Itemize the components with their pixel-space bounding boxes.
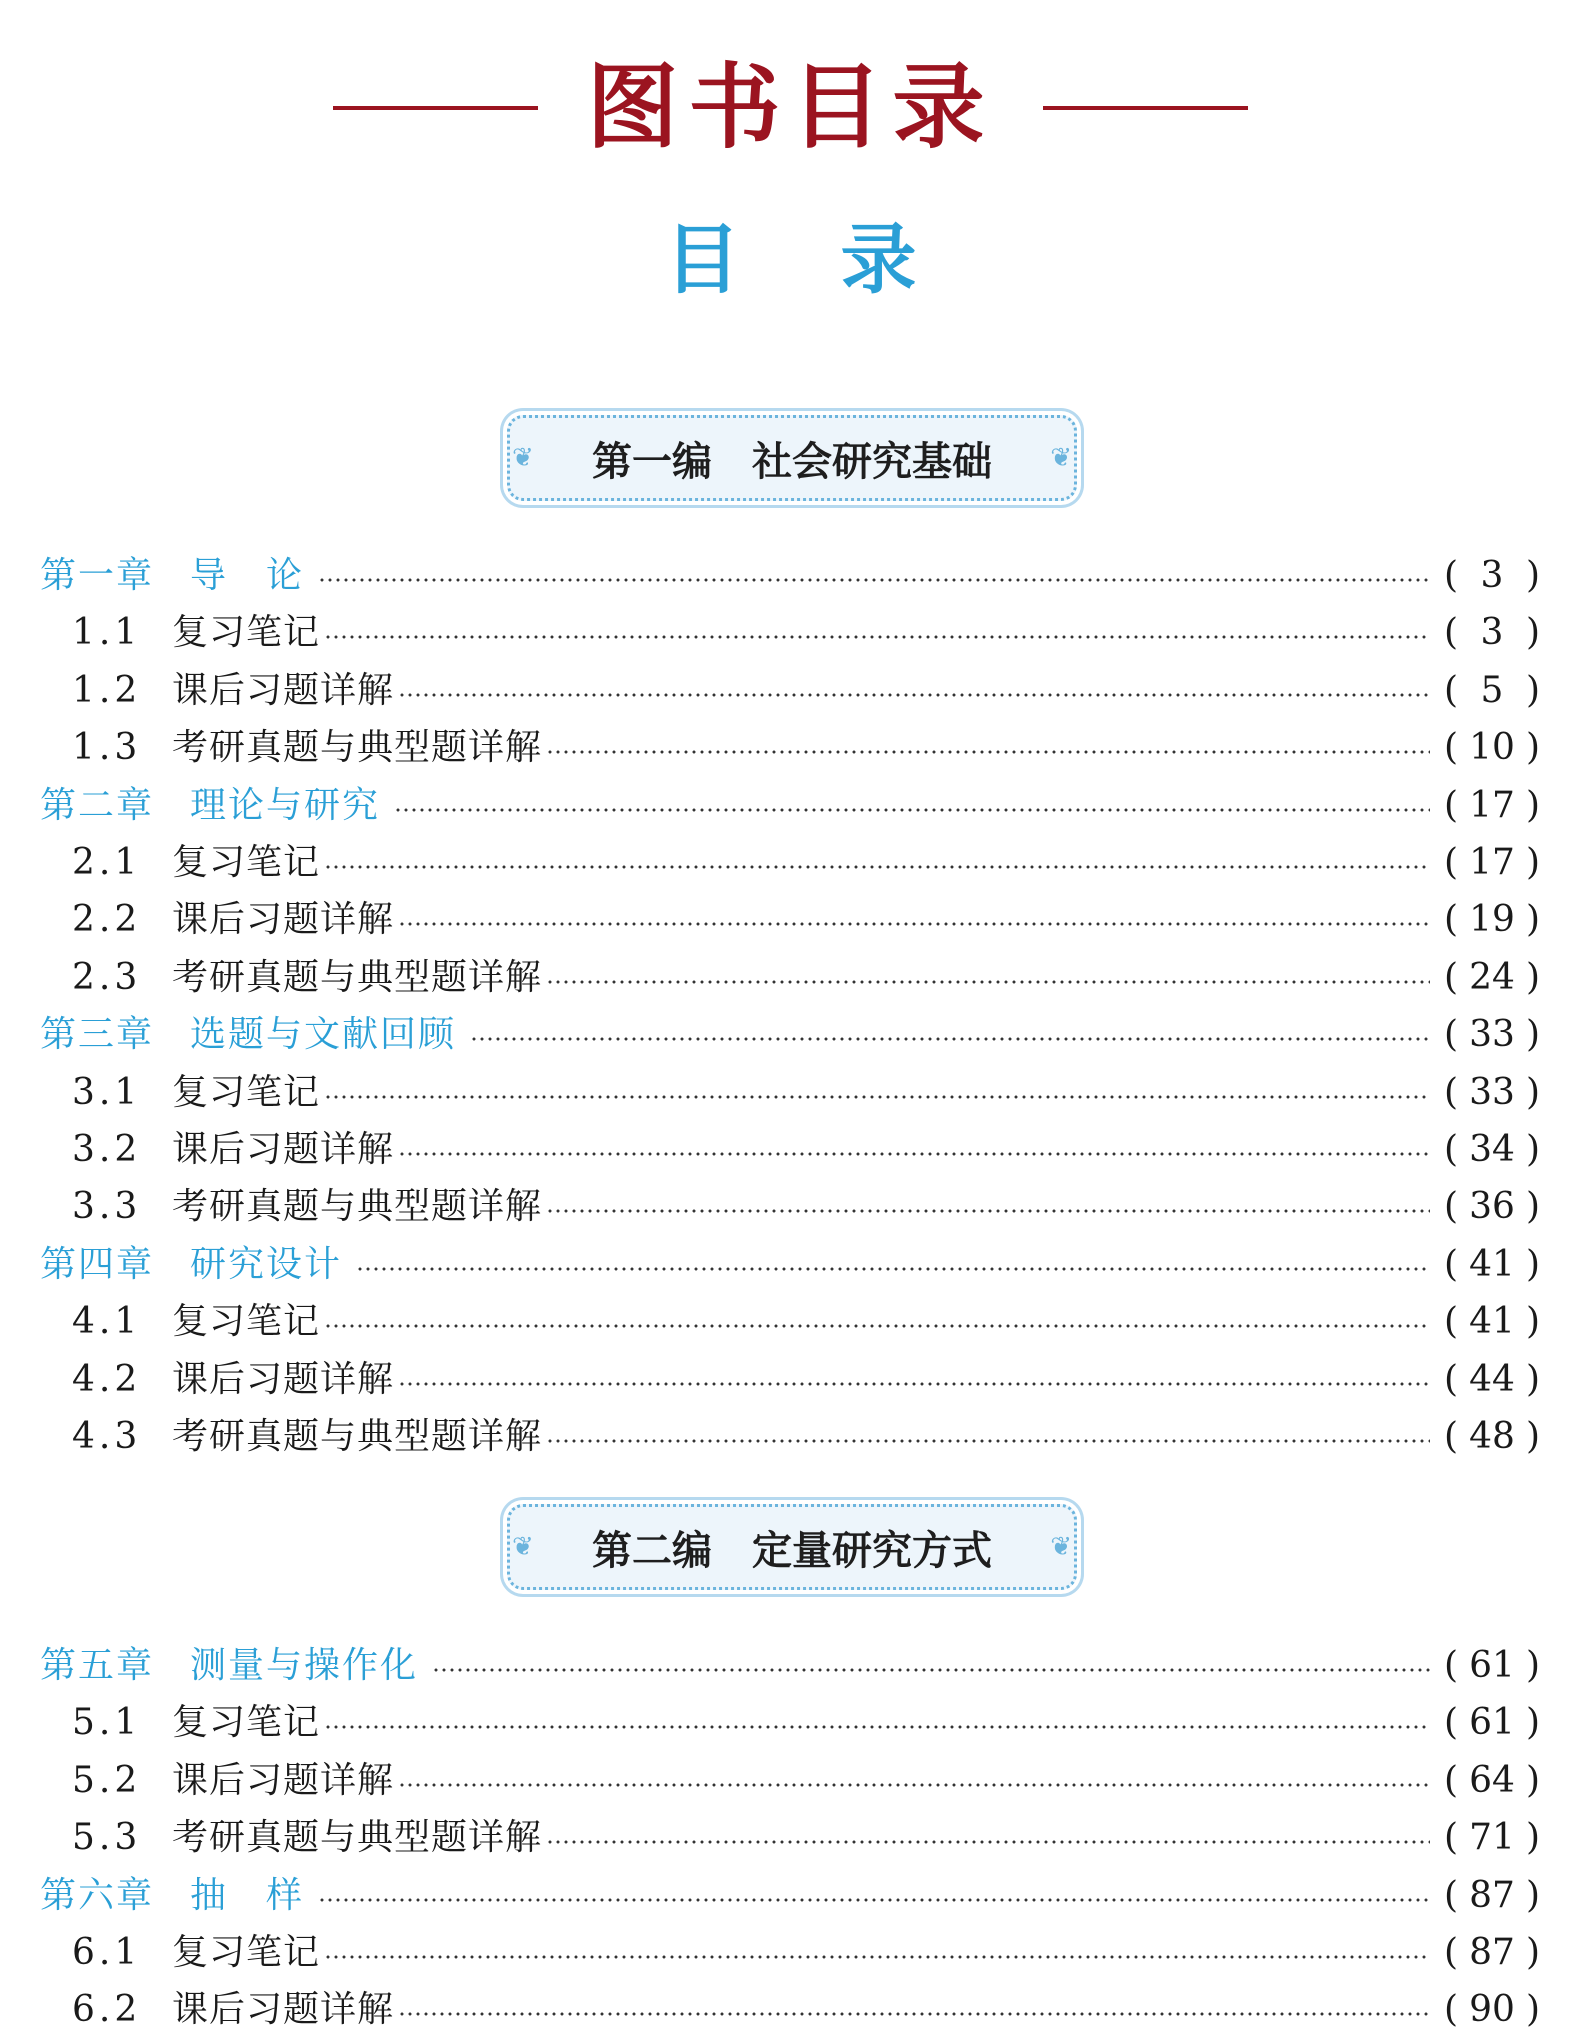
- dot-leader: [324, 865, 1430, 869]
- chapter-entry[interactable]: [40, 777, 1540, 834]
- section-number: 2.3: [72, 957, 142, 998]
- page-number: [1444, 1006, 1540, 1063]
- chapter-title: 选题与文献回顾: [190, 1014, 457, 1055]
- page-number: [1444, 1924, 1540, 1981]
- paren-close: ): [1525, 670, 1540, 711]
- page-value: 17: [1469, 842, 1515, 883]
- section-number: 1.3: [72, 727, 142, 768]
- page-value: 61: [1469, 1702, 1515, 1743]
- chapter-title: 导 论: [190, 555, 305, 596]
- paren-open: (: [1444, 1817, 1459, 1858]
- page-number: [1444, 662, 1540, 719]
- paren-close: ): [1525, 1072, 1540, 1113]
- page-number: [1444, 891, 1540, 948]
- section-title: 考研真题与典型题详解: [172, 1186, 543, 1227]
- chapter-entry[interactable]: [40, 1006, 1540, 1063]
- dot-leader: [324, 1725, 1430, 1729]
- page-value: 61: [1469, 1645, 1515, 1686]
- section-entry[interactable]: [40, 1178, 1540, 1235]
- chapter-entry[interactable]: [40, 547, 1540, 604]
- page-value: 41: [1469, 1244, 1515, 1285]
- page-value: 44: [1469, 1359, 1515, 1400]
- section-number: 6.1: [72, 1932, 142, 1973]
- section-entry[interactable]: [40, 1408, 1540, 1465]
- dot-leader: [324, 1095, 1430, 1099]
- section-title: 复习笔记: [172, 612, 321, 653]
- dot-leader: [546, 750, 1430, 754]
- section-entry[interactable]: [40, 1694, 1540, 1751]
- paren-close: ): [1525, 1875, 1540, 1916]
- chapter-title: 抽 样: [190, 1875, 305, 1916]
- page-number: [1444, 1694, 1540, 1751]
- page-value: 34: [1469, 1129, 1515, 1170]
- section-number: 3.3: [72, 1186, 142, 1227]
- dot-leader: [398, 693, 1430, 697]
- page-number: [1444, 1178, 1540, 1235]
- paren-close: ): [1525, 1932, 1540, 1973]
- section-number: 4.1: [72, 1301, 142, 1342]
- chapter-number: 第五章: [40, 1645, 155, 1686]
- section-title: 复习笔记: [172, 1702, 321, 1743]
- scroll-ornament-icon: ❦: [1050, 443, 1072, 473]
- banner-rule-left: [333, 106, 538, 110]
- paren-open: (: [1444, 1072, 1459, 1113]
- section-number: 1.1: [72, 612, 142, 653]
- chapter-entry[interactable]: [40, 1236, 1540, 1293]
- section-number: 3.2: [72, 1129, 142, 1170]
- section-number: 5.3: [72, 1817, 142, 1858]
- page-value: 87: [1469, 1875, 1515, 1916]
- section-title: 复习笔记: [172, 1301, 321, 1342]
- dot-leader: [398, 2012, 1430, 2016]
- dot-leader: [432, 1668, 1430, 1672]
- section-entry[interactable]: [40, 1064, 1540, 1121]
- page-number: [1444, 1408, 1540, 1465]
- paren-open: (: [1444, 1702, 1459, 1743]
- paren-close: ): [1525, 899, 1540, 940]
- page-number: [1444, 1867, 1540, 1924]
- page-value: 87: [1469, 1932, 1515, 1973]
- section-entry[interactable]: [40, 834, 1540, 891]
- paren-close: ): [1525, 1244, 1540, 1285]
- paren-close: ): [1525, 1989, 1540, 2030]
- scroll-ornament-icon: ❦: [512, 1532, 534, 1562]
- page-number: [1444, 1121, 1540, 1178]
- page-value: 24: [1469, 957, 1515, 998]
- paren-open: (: [1444, 1301, 1459, 1342]
- paren-close: ): [1525, 957, 1540, 998]
- paren-open: (: [1444, 842, 1459, 883]
- page-number: [1444, 1981, 1540, 2038]
- section-title: 课后习题详解: [172, 1129, 395, 1170]
- page-number: [1444, 1637, 1540, 1694]
- dot-leader: [398, 1783, 1430, 1787]
- section-entry[interactable]: [40, 1293, 1540, 1350]
- paren-close: ): [1525, 842, 1540, 883]
- dot-leader: [356, 1267, 1430, 1271]
- scroll-ornament-icon: ❦: [1050, 1532, 1072, 1562]
- page-value: 90: [1469, 1989, 1515, 2030]
- page-number: [1444, 777, 1540, 834]
- dot-leader: [398, 922, 1430, 926]
- section-entry[interactable]: [40, 719, 1540, 776]
- page-number: [1444, 604, 1540, 661]
- page-number: [1444, 834, 1540, 891]
- page-number: [1444, 1236, 1540, 1293]
- page-number: [1444, 547, 1540, 604]
- page-number: [1444, 1351, 1540, 1408]
- dot-leader: [398, 1382, 1430, 1386]
- page-value: 33: [1469, 1072, 1515, 1113]
- chapter-title: 测量与操作化: [190, 1645, 419, 1686]
- section-title: 课后习题详解: [172, 670, 395, 711]
- section-number: 5.1: [72, 1702, 142, 1743]
- page-value: 71: [1469, 1817, 1515, 1858]
- paren-close: ): [1525, 785, 1540, 826]
- dot-leader: [324, 635, 1430, 639]
- section-number: 4.2: [72, 1359, 142, 1400]
- paren-open: (: [1444, 899, 1459, 940]
- page-value: 19: [1469, 899, 1515, 940]
- paren-open: (: [1444, 957, 1459, 998]
- page-number: [1444, 1809, 1540, 1866]
- chapter-number: 第一章: [40, 555, 155, 596]
- scroll-ornament-icon: ❦: [512, 443, 534, 473]
- section-entry[interactable]: [40, 1924, 1540, 1981]
- paren-close: ): [1525, 1702, 1540, 1743]
- paren-close: ): [1525, 1359, 1540, 1400]
- paren-close: ): [1525, 727, 1540, 768]
- page-value: 10: [1469, 727, 1515, 768]
- dot-leader: [398, 1152, 1430, 1156]
- page-value: 3: [1480, 612, 1504, 653]
- paren-open: (: [1444, 1932, 1459, 1973]
- section-title: 考研真题与典型题详解: [172, 1817, 543, 1858]
- page-value: 17: [1469, 785, 1515, 826]
- paren-close: ): [1525, 1129, 1540, 1170]
- chapter-title: 研究设计: [190, 1244, 343, 1285]
- part-heading: [507, 415, 1077, 501]
- paren-close: ): [1525, 612, 1540, 653]
- section-number: 4.3: [72, 1416, 142, 1457]
- dot-leader: [546, 1209, 1430, 1213]
- section-entry[interactable]: [40, 891, 1540, 948]
- paren-open: (: [1444, 727, 1459, 768]
- paren-open: (: [1444, 555, 1459, 596]
- toc-heading: 目录: [664, 215, 1017, 304]
- section-number: 6.2: [72, 1989, 142, 2030]
- paren-close: ): [1525, 555, 1540, 596]
- paren-close: ): [1525, 1760, 1540, 1801]
- section-entry[interactable]: [40, 604, 1540, 661]
- dot-leader: [546, 1439, 1430, 1443]
- banner-rule-right: [1043, 106, 1248, 110]
- page-value: 36: [1469, 1186, 1515, 1227]
- chapter-entry[interactable]: [40, 1637, 1540, 1694]
- dot-leader: [394, 808, 1430, 812]
- paren-close: ): [1525, 1301, 1540, 1342]
- paren-open: (: [1444, 1359, 1459, 1400]
- dot-leader: [318, 578, 1430, 582]
- paren-close: ): [1525, 1014, 1540, 1055]
- banner: [0, 54, 1581, 161]
- paren-open: (: [1444, 612, 1459, 653]
- paren-open: (: [1444, 1760, 1459, 1801]
- paren-open: (: [1444, 1875, 1459, 1916]
- section-title: 课后习题详解: [172, 899, 395, 940]
- dot-leader: [318, 1898, 1430, 1902]
- section-title: 复习笔记: [172, 1932, 321, 1973]
- section-number: 1.2: [72, 670, 142, 711]
- page-number: [1444, 1752, 1540, 1809]
- paren-open: (: [1444, 670, 1459, 711]
- section-title: 考研真题与典型题详解: [172, 957, 543, 998]
- dot-leader: [546, 1840, 1430, 1844]
- section-title: 复习笔记: [172, 842, 321, 883]
- section-number: 2.1: [72, 842, 142, 883]
- chapter-entry[interactable]: [40, 1867, 1540, 1924]
- section-title: 考研真题与典型题详解: [172, 727, 543, 768]
- section-title: 课后习题详解: [172, 1359, 395, 1400]
- section-number: 3.1: [72, 1072, 142, 1113]
- page-value: 41: [1469, 1301, 1515, 1342]
- dot-leader: [324, 1955, 1430, 1959]
- page-number: [1444, 1064, 1540, 1121]
- part-label: 第二编 定量研究方式: [592, 1527, 992, 1574]
- paren-open: (: [1444, 1416, 1459, 1457]
- dot-leader: [470, 1037, 1430, 1041]
- page-value: 33: [1469, 1014, 1515, 1055]
- chapter-number: 第四章: [40, 1244, 155, 1285]
- paren-close: ): [1525, 1186, 1540, 1227]
- dot-leader: [546, 980, 1430, 984]
- page-value: 64: [1469, 1760, 1515, 1801]
- paren-close: ): [1525, 1416, 1540, 1457]
- section-entry[interactable]: [40, 1752, 1540, 1809]
- page-number: [1444, 949, 1540, 1006]
- paren-close: ): [1525, 1645, 1540, 1686]
- chapter-number: 第三章: [40, 1014, 155, 1055]
- dot-leader: [324, 1324, 1430, 1328]
- page-value: 48: [1469, 1416, 1515, 1457]
- section-entry[interactable]: [40, 1981, 1540, 2038]
- banner-title: 图书目录: [586, 54, 995, 161]
- section-title: 复习笔记: [172, 1072, 321, 1113]
- section-entry[interactable]: [40, 1121, 1540, 1178]
- chapter-number: 第二章: [40, 785, 155, 826]
- paren-open: (: [1444, 785, 1459, 826]
- paren-open: (: [1444, 1014, 1459, 1055]
- page-number: [1444, 719, 1540, 776]
- section-entry[interactable]: [40, 662, 1540, 719]
- section-entry[interactable]: [40, 949, 1540, 1006]
- paren-close: ): [1525, 1817, 1540, 1858]
- section-title: 考研真题与典型题详解: [172, 1416, 543, 1457]
- page-value: 3: [1480, 555, 1504, 596]
- paren-open: (: [1444, 1186, 1459, 1227]
- paren-open: (: [1444, 1645, 1459, 1686]
- section-entry[interactable]: [40, 1351, 1540, 1408]
- section-title: 课后习题详解: [172, 1989, 395, 2030]
- page-number: [1444, 1293, 1540, 1350]
- section-title: 课后习题详解: [172, 1760, 395, 1801]
- section-number: 5.2: [72, 1760, 142, 1801]
- section-number: 2.2: [72, 899, 142, 940]
- chapter-title: 理论与研究: [190, 785, 381, 826]
- part-label: 第一编 社会研究基础: [592, 438, 992, 485]
- section-entry[interactable]: [40, 1809, 1540, 1866]
- part-heading: [507, 1504, 1077, 1590]
- paren-open: (: [1444, 1989, 1459, 2030]
- paren-open: (: [1444, 1129, 1459, 1170]
- chapter-number: 第六章: [40, 1875, 155, 1916]
- paren-open: (: [1444, 1244, 1459, 1285]
- page-value: 5: [1480, 670, 1504, 711]
